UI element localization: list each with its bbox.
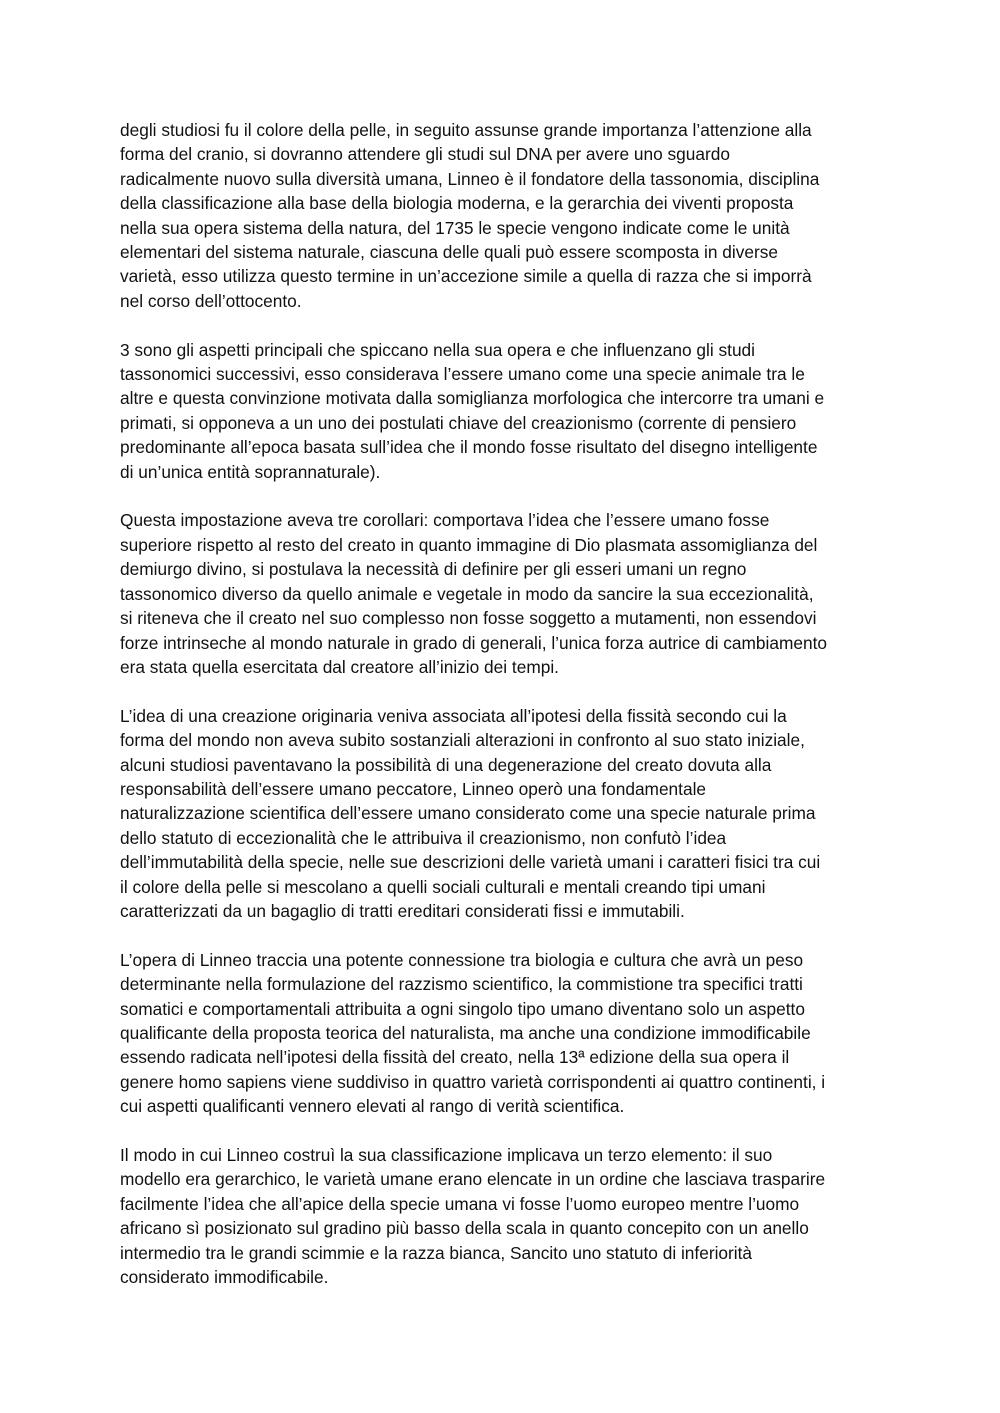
text-line: demiurgo divino, si postulava la necessità di definire per gli esseri umani un regno <box>120 559 747 580</box>
text-line: modello era gerarchico, le varietà umane erano elencate in un ordine che lasciava trasparire <box>120 1169 826 1190</box>
paragraph <box>120 704 882 924</box>
text-line: determinante nella formulazione del razzismo scientifico, la commistione tra specifici tratti <box>120 974 803 995</box>
text-line: africano sì posizionato sul gradino più basso della scala in quanto concepito con un anello <box>120 1218 809 1239</box>
paragraph <box>120 1143 882 1289</box>
text-line: qualificante della proposta teorica del naturalista, ma anche una condizione immodificabile <box>120 1022 811 1043</box>
text-line: radicalmente nuovo sulla diversità umana, Linneo è il fondatore della tassonomia, disciplina <box>120 168 820 189</box>
text-line: responsabilità dell’essere umano peccatore, Linneo operò una fondamentale <box>120 778 707 799</box>
document-page <box>120 118 882 1314</box>
text-line: forma del mondo non aveva subito sostanziali alterazioni in confronto al suo stato iniziale, <box>120 730 805 751</box>
text-line: L’idea di una creazione originaria veniva associata all’ipotesi della fissità secondo cui la <box>120 705 787 726</box>
text-line: dello statuto di eccezionalità che le attribuiva il creazionismo, non confutò l’idea <box>120 827 727 848</box>
paragraph <box>120 118 882 313</box>
text-line: forma del cranio, si dovranno attendere gli studi sul DNA per avere uno sguardo <box>120 144 730 165</box>
text-line: 3 sono gli aspetti principali che spiccano nella sua opera e che influenzano gli studi <box>120 339 756 360</box>
text-line: della classificazione alla base della biologia moderna, e la gerarchia dei viventi proposta <box>120 193 794 214</box>
text-line: facilmente l’idea che all’apice della specie umana vi fosse l’uomo europeo mentre l’uomo <box>120 1193 800 1214</box>
paragraph <box>120 508 882 679</box>
text-line: nella sua opera sistema della natura, del 1735 le specie vengono indicate come le unità <box>120 217 790 238</box>
text-line: naturalizzazione scientifica dell’essere umano considerato come una specie naturale prima <box>120 803 816 824</box>
text-line: Questa impostazione aveva tre corollari: comportava l’idea che l’essere umano fosse <box>120 510 770 531</box>
text-line: forze intrinseche al mondo naturale in grado di generali, l’unica forza autrice di cambiamento <box>120 632 828 653</box>
text-line: il colore della pelle si mescolano a quelli sociali culturali e mentali creando tipi umani <box>120 876 766 897</box>
text-line: nel corso dell’ottocento. <box>120 290 302 311</box>
text-line: genere homo sapiens viene suddiviso in quattro varietà corrispondenti ai quattro continenti, i <box>120 1071 826 1092</box>
text-line: somatici e comportamentali attribuita a ogni singolo tipo umano diventano solo un aspetto <box>120 998 805 1019</box>
paragraph <box>120 948 882 1119</box>
text-line: caratterizzati da un bagaglio di tratti ereditari considerati fissi e immutabili. <box>120 900 685 921</box>
text-line: cui aspetti qualificanti vennero elevati al rango di verità scientifica. <box>120 1096 625 1117</box>
text-line: di un’unica entità soprannaturale). <box>120 461 381 482</box>
text-line: varietà, esso utilizza questo termine in un’accezione simile a quella di razza che si imporrà <box>120 266 812 287</box>
text-line: tassonomico diverso da quello animale e vegetale in modo da sancire la sua eccezionalità, <box>120 583 814 604</box>
paragraph <box>120 338 882 484</box>
text-line: intermedio tra le grandi scimmie e la razza bianca, Sancito uno statuto di inferiorità <box>120 1242 753 1263</box>
text-line: superiore rispetto al resto del creato in quanto immagine di Dio plasmata assomiglianza del <box>120 534 818 555</box>
text-line: predominante all’epoca basata sull’idea che il mondo fosse risultato del disegno intelligente <box>120 437 818 458</box>
text-line: degli studiosi fu il colore della pelle, in seguito assunse grande importanza l’attenzione alla <box>120 120 812 140</box>
text-line: alcuni studiosi paventavano la possibilità di una degenerazione del creato dovuta alla <box>120 754 772 775</box>
text-line: tassonomici successivi, esso considerava l’essere umano come una specie animale tra le <box>120 364 805 385</box>
text-line: L’opera di Linneo traccia una potente connessione tra biologia e cultura che avrà un peso <box>120 949 804 970</box>
text-line: si riteneva che il creato nel suo complesso non fosse soggetto a mutamenti, non essendovi <box>120 608 817 629</box>
text-line: elementari del sistema naturale, ciascuna delle quali può essere scomposta in diverse <box>120 242 779 263</box>
text-line: altre e questa convinzione motivata dalla somiglianza morfologica che intercorre tra umani e <box>120 388 825 409</box>
text-line: primati, si opponeva a un uno dei postulati chiave del creazionismo (corrente di pensiero <box>120 412 797 433</box>
text-line: Il modo in cui Linneo costruì la sua classificazione implicava un terzo elemento: il suo <box>120 1144 773 1165</box>
text-line: considerato immodificabile. <box>120 1267 329 1288</box>
text-line: dell’immutabilità della specie, nelle sue descrizioni delle varietà umani i caratteri fisici tra cui <box>120 852 821 873</box>
text-line: era stata quella esercitata dal creatore all’inizio dei tempi. <box>120 656 559 677</box>
text-line: essendo radicata nell’ipotesi della fissità del creato, nella 13ª edizione della sua opera il <box>120 1047 790 1068</box>
